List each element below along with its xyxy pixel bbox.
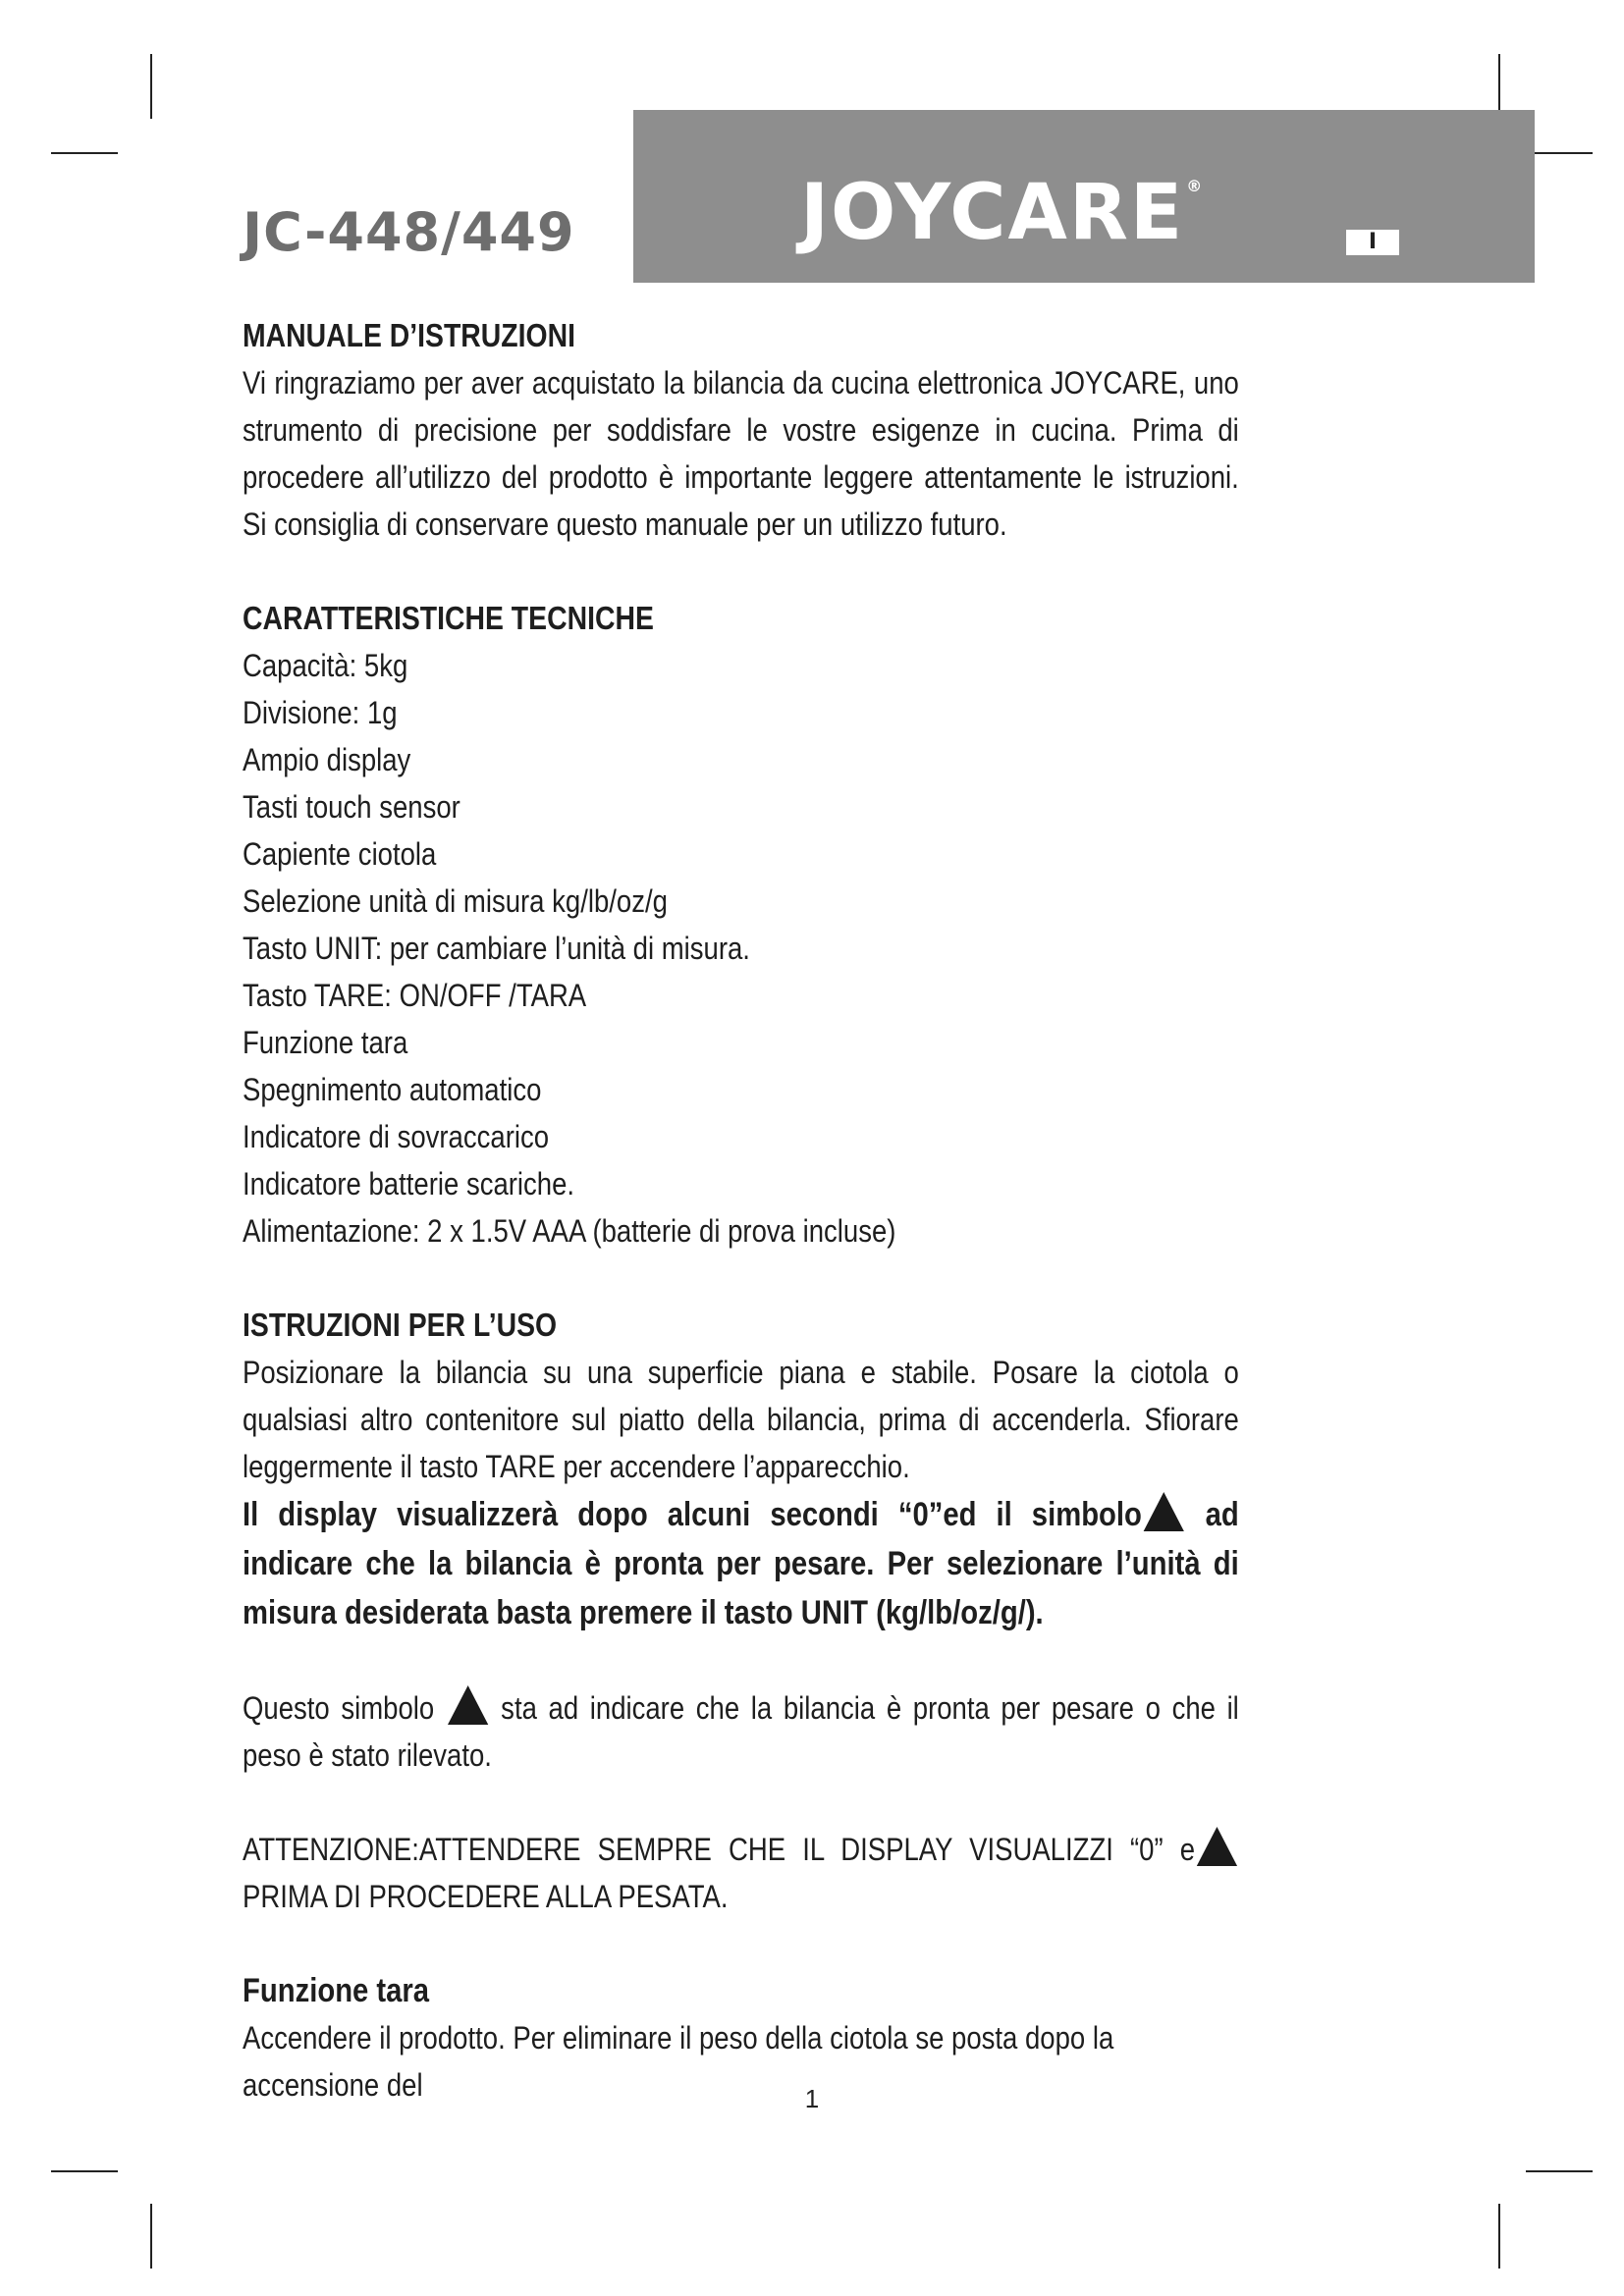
usage-bold-text-start: Il display visualizzerà dopo alcuni secondi “0”ed il simbolo (243, 1496, 1142, 1533)
warning-text-end: PRIMA DI PROCEDERE ALLA PESATA. (243, 1879, 729, 1914)
crop-mark-top-left-vertical (150, 54, 152, 119)
ready-triangle-icon (448, 1685, 488, 1725)
spec-item: Tasto UNIT: per cambiare l’unità di misura. (243, 931, 750, 966)
warning-text-start: ATTENZIONE:ATTENDERE SEMPRE CHE IL DISPLAY VISUALIZZI “0” e (243, 1832, 1196, 1867)
specs-title: CARATTERISTICHE TECNICHE (243, 600, 654, 636)
spec-item: Capiente ciotola (243, 836, 437, 872)
crop-mark-top-right-horizontal (1526, 152, 1593, 154)
language-tab: I (1346, 230, 1399, 255)
manual-content (243, 312, 1239, 2109)
spec-item: Capacità: 5kg (243, 648, 408, 683)
crop-mark-bottom-left-vertical (150, 2204, 152, 2269)
usage-bold-paragraph (243, 1490, 1239, 1637)
spec-item: Indicatore di sovraccarico (243, 1119, 550, 1154)
spec-item: Divisione: 1g (243, 695, 398, 730)
model-number: JC-448/449 (243, 201, 575, 263)
brand-name: JOYCARE (800, 169, 1185, 257)
registered-mark: ® (1186, 177, 1205, 195)
page-number: 1 (804, 2084, 820, 2113)
crop-mark-bottom-right-horizontal (1526, 2170, 1593, 2172)
brand-banner (633, 110, 1535, 283)
ready-triangle-icon (1197, 1827, 1237, 1866)
tare-paragraph: Accendere il prodotto. Per eliminare il peso della ciotola se posta dopo la accensione del (243, 2020, 1114, 2103)
crop-mark-bottom-left-horizontal (51, 2170, 118, 2172)
spec-item: Selezione unità di misura kg/lb/oz/g (243, 883, 668, 919)
spec-item: Ampio display (243, 742, 411, 777)
warning-paragraph (243, 1826, 1239, 1920)
brand-logo (800, 169, 1205, 257)
spec-item: Spegnimento automatico (243, 1072, 542, 1107)
manual-title: MANUALE D’ISTRUZIONI (243, 317, 575, 353)
ready-triangle-icon (1144, 1492, 1184, 1531)
usage-paragraph: Posizionare la bilancia su una superficie piana e stabile. Posare la ciotola o qualsiasi altro contenitore sul piatto della bilancia, prima di accenderla. Sfiorare leggermente il tasto TARE per accendere l’apparecchio. (243, 1355, 1239, 1484)
intro-paragraph: Vi ringraziamo per aver acquistato la bilancia da cucina elettronica JOYCARE, uno strumento di precisione per soddisfare le vostre esigenze in cucina. Prima di procedere all’utilizzo del prodotto è importante leggere attentamente le istruzioni. Si consiglia di conservare questo manuale per un utilizzo futuro. (243, 365, 1239, 542)
usage-bold-text-end: ad indicare che la bilancia è pronta per pesare. Per selezionare l’unità di misura desiderata basta premere il tasto UNIT (kg/lb/oz/g/). (243, 1496, 1239, 1631)
spec-item: Indicatore batterie scariche. (243, 1166, 575, 1201)
spec-item: Funzione tara (243, 1025, 408, 1060)
spec-item: Tasti touch sensor (243, 789, 460, 825)
symbol-text-end: sta ad indicare che la bilancia è pronta per pesare o che il peso è stato rilevato. (243, 1690, 1239, 1773)
spec-item: Alimentazione: 2 x 1.5V AAA (batterie di prova incluse) (243, 1213, 896, 1249)
symbol-paragraph (243, 1684, 1239, 1779)
crop-mark-bottom-right-vertical (1498, 2204, 1500, 2269)
tare-title: Funzione tara (243, 1972, 430, 2009)
spec-item: Tasto TARE: ON/OFF /TARA (243, 978, 587, 1013)
symbol-text-start: Questo simbolo (243, 1690, 435, 1726)
usage-title: ISTRUZIONI PER L’USO (243, 1307, 558, 1343)
crop-mark-top-left-horizontal (51, 152, 118, 154)
